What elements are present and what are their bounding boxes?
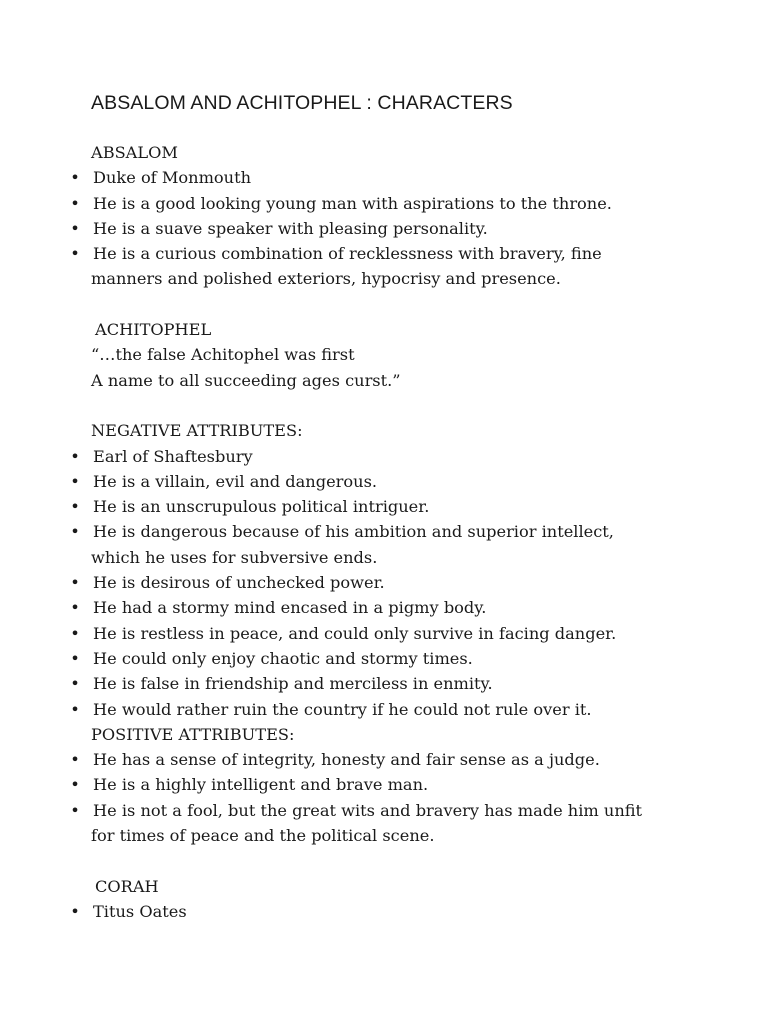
subheading-positive-attributes: POSITIVE ATTRIBUTES:	[91, 724, 295, 744]
list-item	[0, 241, 768, 266]
list-item-text: He is desirous of unchecked power.	[93, 573, 385, 593]
list-item-text: He is restless in peace, and could only survive in facing danger.	[93, 623, 617, 643]
list-item	[0, 494, 768, 519]
list-item	[0, 444, 768, 469]
list-item-text: He is a curious combination of recklessness with bravery, fine	[93, 244, 602, 264]
list-item-text: He is a highly intelligent and brave man.	[93, 775, 429, 795]
paragraph-gap	[0, 292, 768, 317]
list-item-text: He is a good looking young man with aspirations to the throne.	[93, 193, 612, 213]
corah-list	[0, 899, 768, 924]
document-title: ABSALOM AND ACHITOPHEL : CHARACTERS	[91, 92, 513, 114]
list-item-text: Earl of Shaftesbury	[93, 446, 253, 466]
bullet-marker: •	[70, 750, 80, 770]
section-heading-achitophel: ACHITOPHEL	[95, 320, 212, 340]
list-item	[0, 798, 768, 823]
list-item	[0, 570, 768, 595]
list-item-text: He has a sense of integrity, honesty and fair sense as a judge.	[93, 750, 600, 770]
list-item	[0, 595, 768, 620]
list-item-continuation: manners and polished exteriors, hypocrisy and presence.	[91, 269, 561, 289]
negative-attributes-list-continued	[0, 570, 768, 722]
bullet-marker: •	[70, 573, 80, 593]
list-item	[0, 899, 768, 924]
list-item-text: He could only enjoy chaotic and stormy times.	[93, 648, 473, 668]
list-item-continuation: which he uses for subversive ends.	[91, 547, 378, 567]
list-item	[0, 519, 768, 544]
list-item	[0, 772, 768, 797]
negative-attributes-list	[0, 444, 768, 545]
bullet-marker: •	[70, 471, 80, 491]
list-item	[0, 469, 768, 494]
paragraph-gap	[0, 848, 768, 873]
bullet-marker: •	[70, 800, 80, 820]
subheading-negative-attributes: NEGATIVE ATTRIBUTES:	[91, 421, 303, 441]
quote-line: “…the false Achitophel was first	[91, 345, 355, 365]
list-item	[0, 216, 768, 241]
list-item-text: He would rather ruin the country if he could not rule over it.	[93, 699, 592, 719]
list-item	[0, 671, 768, 696]
list-item-text: He is false in friendship and merciless in enmity.	[93, 674, 493, 694]
list-item-text: He is an unscrupulous political intriguer.	[93, 497, 430, 517]
list-item-text: He is dangerous because of his ambition and superior intellect,	[93, 522, 614, 542]
bullet-marker: •	[70, 775, 80, 795]
list-item-text: Duke of Monmouth	[93, 168, 252, 188]
list-item-text: He is a suave speaker with pleasing personality.	[93, 218, 488, 238]
quote-line: A name to all succeeding ages curst.”	[91, 370, 401, 390]
bullet-marker: •	[70, 193, 80, 213]
list-item-text: He had a stormy mind encased in a pigmy body.	[93, 598, 487, 618]
section-heading-absalom: ABSALOM	[91, 143, 178, 162]
list-item	[0, 747, 768, 772]
bullet-marker: •	[70, 674, 80, 694]
list-item	[0, 621, 768, 646]
bullet-marker: •	[70, 598, 80, 618]
paragraph-gap	[0, 393, 768, 418]
list-item	[0, 165, 768, 190]
list-item-continuation: for times of peace and the political scene.	[91, 826, 435, 846]
document-body	[0, 140, 768, 924]
bullet-marker: •	[70, 623, 80, 643]
bullet-marker: •	[70, 699, 80, 719]
bullet-marker: •	[70, 497, 80, 517]
section-heading-corah: CORAH	[95, 876, 159, 896]
bullet-marker: •	[70, 168, 80, 188]
list-item	[0, 191, 768, 216]
positive-attributes-list	[0, 747, 768, 823]
bullet-marker: •	[70, 648, 80, 668]
list-item	[0, 697, 768, 722]
bullet-marker: •	[70, 901, 80, 921]
list-item-text: He is a villain, evil and dangerous.	[93, 471, 378, 491]
list-item	[0, 646, 768, 671]
absalom-list	[0, 165, 768, 266]
bullet-marker: •	[70, 446, 80, 466]
bullet-marker: •	[70, 244, 80, 264]
list-item-text: He is not a fool, but the great wits and bravery has made him unfit	[93, 800, 643, 820]
list-item-text: Titus Oates	[93, 901, 187, 921]
bullet-marker: •	[70, 522, 80, 542]
bullet-marker: •	[70, 218, 80, 238]
